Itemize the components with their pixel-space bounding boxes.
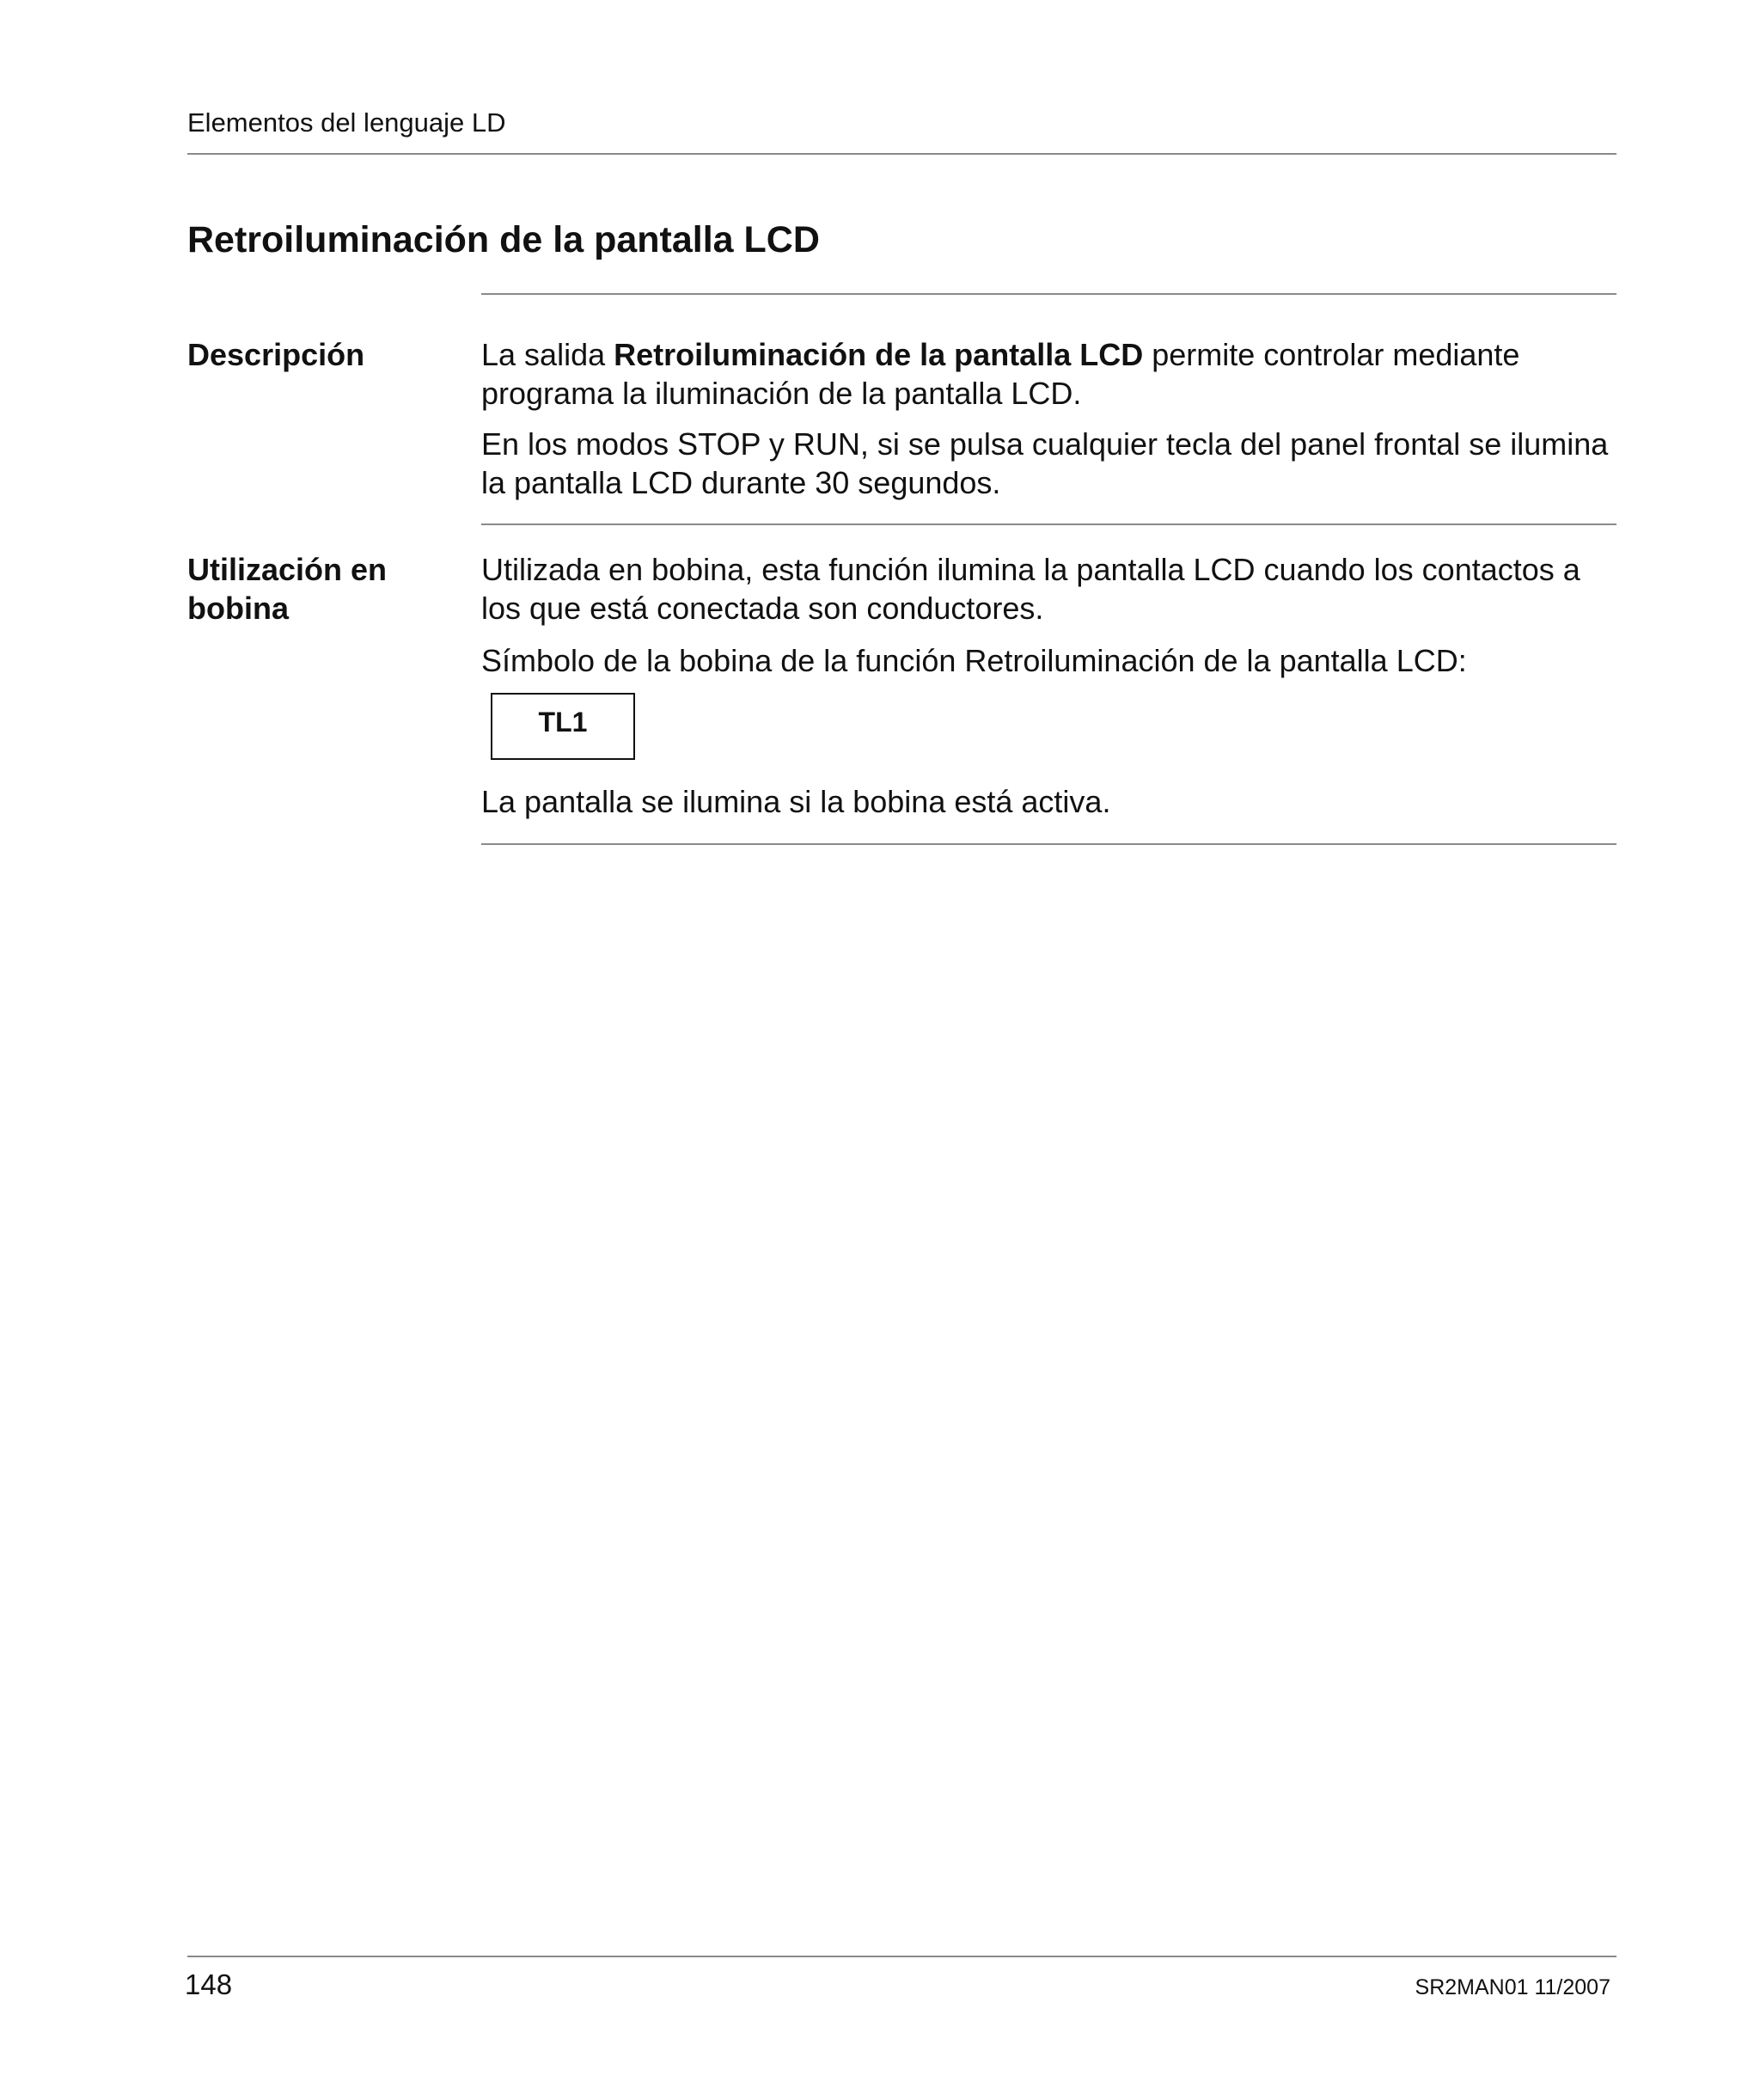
section-label-utilizacion: Utilización en bobina (187, 552, 388, 626)
descripcion-p1-tail: permite controlar mediante programa la iluminación de la pantalla LCD. (481, 337, 1520, 411)
footer-divider (187, 1956, 1616, 1957)
utilizacion-paragraph-1: Utilizada en bobina, esta función ilumina la pantalla LCD cuando los contactos a los que está conectada son conductores. (481, 552, 1580, 626)
section-divider-middle (481, 523, 1616, 525)
running-header: Elementos del lenguaje LD (187, 107, 506, 138)
utilizacion-paragraph-3: La pantalla se ilumina si la bobina está activa. (481, 784, 1111, 819)
section-label-descripcion: Descripción (187, 337, 365, 372)
section-divider-top (481, 293, 1616, 295)
coil-symbol-box: TL1 (491, 693, 635, 760)
section-divider-bottom (481, 843, 1616, 845)
descripcion-p1-lead: La salida (481, 337, 614, 372)
header-divider (187, 153, 1616, 155)
descripcion-p1-bold-term: Retroiluminación de la pantalla LCD (614, 337, 1144, 372)
descripcion-paragraph-2: En los modos STOP y RUN, si se pulsa cualquier tecla del panel frontal se ilumina la pantalla LCD durante 30 segundos. (481, 426, 1609, 500)
descripcion-paragraph-1 (481, 335, 1624, 413)
document-reference: SR2MAN01 11/2007 (1415, 1975, 1610, 1999)
page-title: Retroiluminación de la pantalla LCD (187, 219, 820, 260)
page-number: 148 (185, 1968, 233, 2000)
utilizacion-paragraph-2: Símbolo de la bobina de la función Retroiluminación de la pantalla LCD: (481, 643, 1467, 678)
